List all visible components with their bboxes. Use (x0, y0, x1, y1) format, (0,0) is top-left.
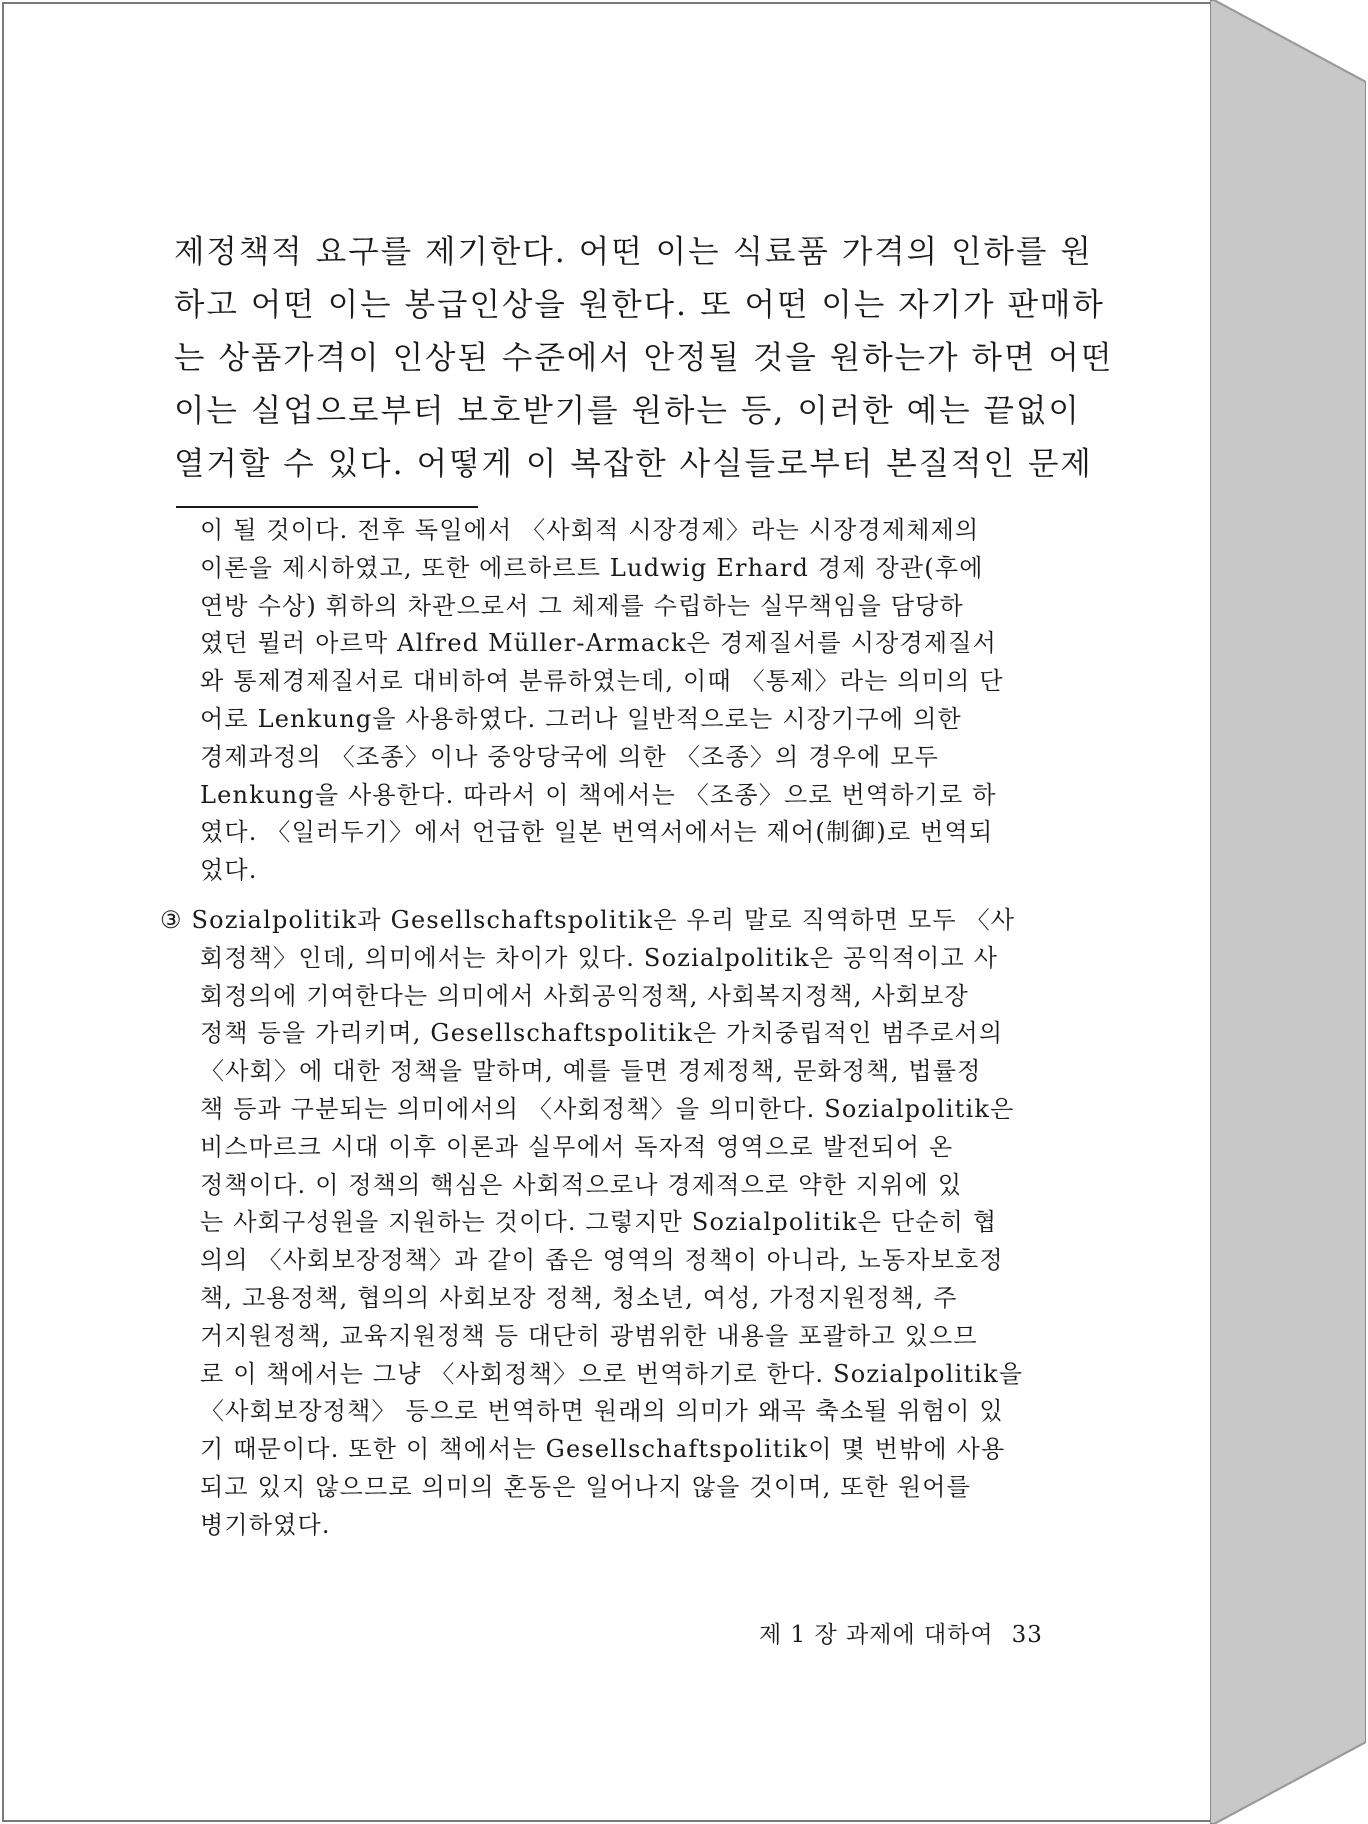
footnote-line: 기 때문이다. 또한 이 책에서는 Gesellschaftspolitik이 몇 번밖에 사용 (200, 1435, 1006, 1464)
footnote-line: 회정책〉인데, 의미에서는 차이가 있다. Sozialpolitik은 공익적이고 사 (200, 943, 999, 972)
footnote-line: 병기하였다. (200, 1510, 331, 1539)
footnote-line: 었다. (200, 856, 258, 885)
footnote-line: 정책 등을 가리키며, Gesellschaftspolitik은 가치중립적인 범주로서의 (200, 1019, 1004, 1048)
footnote-line: 이론을 제시하였고, 또한 에르하르트 Ludwig Erhard 경제 장관(후에 (200, 553, 984, 582)
footnote-line: 비스마르크 시대 이후 이론과 실무에서 독자적 영역으로 발전되어 온 (200, 1132, 954, 1161)
footnotes (160, 512, 1084, 1539)
footnote-line: 는 사회구성원을 지원하는 것이다. 그렇지만 Sozialpolitik은 단순히 협 (200, 1208, 998, 1237)
book-edge-panel (1210, 0, 1366, 1824)
body-line: 열거할 수 있다. 어떻게 이 복잡한 사실들로부터 본질적인 문제 (174, 446, 1093, 482)
footnote-line: 연방 수상) 휘하의 차관으로서 그 체제를 수립하는 실무책임을 담당하 (200, 591, 964, 620)
footnote-line: 〈사회〉에 대한 정책을 말하며, 예를 들면 경제정책, 문화정책, 법률정 (200, 1057, 982, 1086)
body-line: 이는 실업으로부터 보호받기를 원하는 등, 이러한 예는 끝없이 (174, 393, 1081, 429)
footnote-continued (200, 512, 1084, 890)
chapter-title: 제 1 장 과제에 대하여 (759, 1622, 994, 1648)
footnote-3 (160, 902, 1084, 1545)
footnote-line: 어로 Lenkung을 사용하였다. 그러나 일반적으로는 시장기구에 의한 (200, 704, 962, 733)
footnote-line: 경제과정의 〈조종〉이나 중앙당국에 의한 〈조종〉의 경우에 모두 (200, 742, 939, 771)
footnote-line: Lenkung을 사용한다. 따라서 이 책에서는 〈조종〉으로 번역하기로 하 (200, 780, 997, 809)
page-stack-shape (1210, 0, 1366, 1824)
footnote-line: 이 될 것이다. 전후 독일에서 〈사회적 시장경제〉라는 시장경제체제의 (200, 516, 980, 544)
page-number: 33 (1011, 1622, 1043, 1648)
footnote-line: 로 이 책에서는 그냥 〈사회정책〉으로 번역하기로 한다. Sozialpolitik을 (200, 1359, 1024, 1388)
body-line: 는 상품가격이 인상된 수준에서 안정될 것을 원하는가 하면 어떤 (174, 340, 1114, 376)
footnote-line: 정책이다. 이 정책의 핵심은 사회적으로나 경제적으로 약한 지위에 있 (200, 1170, 963, 1199)
footnote-line: 책, 고용정책, 협의의 사회보장 정책, 청소년, 여성, 가정지원정책, 주 (200, 1283, 958, 1312)
footnote-line: 였던 뮐러 아르막 Alfred Müller-Armack은 경제질서를 시장경제질서 (200, 629, 998, 658)
footnote-line: 와 통제경제질서로 대비하여 분류하였는데, 이때 〈통제〉라는 의미의 단 (200, 667, 1004, 696)
footnote-line: 〈사회보장정책〉 등으로 번역하면 원래의 의미가 왜곡 축소될 위험이 있 (200, 1397, 1004, 1426)
body-paragraph (174, 226, 1114, 491)
book-page (2, 2, 1212, 1822)
footnote-line: 였다. 〈일러두기〉에서 언급한 일본 번역서에서는 제어(制御)로 번역되 (200, 818, 994, 847)
footnote-line: 의의 〈사회보장정책〉과 같이 좁은 영역의 정책이 아니라, 노동자보호정 (200, 1246, 1004, 1275)
body-line: 제정책적 요구를 제기한다. 어떤 이는 식료품 가격의 인하를 원 (174, 234, 1093, 270)
footnote-line: 회정의에 기여한다는 의미에서 사회공익정책, 사회복지정책, 사회보장 (200, 981, 969, 1010)
running-footer (759, 1616, 1043, 1649)
footnote-line: ③ Sozialpolitik과 Gesellschaftspolitik은 우리 말로 직역하면 모두 〈사 (160, 906, 1016, 934)
footnote-line: 되고 있지 않으므로 의미의 혼동은 일어나지 않을 것이며, 또한 원어를 (200, 1472, 972, 1501)
body-line: 하고 어떤 이는 봉급인상을 원한다. 또 어떤 이는 자기가 판매하 (174, 287, 1105, 323)
footnote-line: 거지원정책, 교육지원정책 등 대단히 광범위한 내용을 포괄하고 있으므 (200, 1321, 978, 1350)
footnote-line: 책 등과 구분되는 의미에서의 〈사회정책〉을 의미한다. Sozialpolitik은 (200, 1094, 1015, 1123)
footnote-divider (176, 506, 478, 508)
